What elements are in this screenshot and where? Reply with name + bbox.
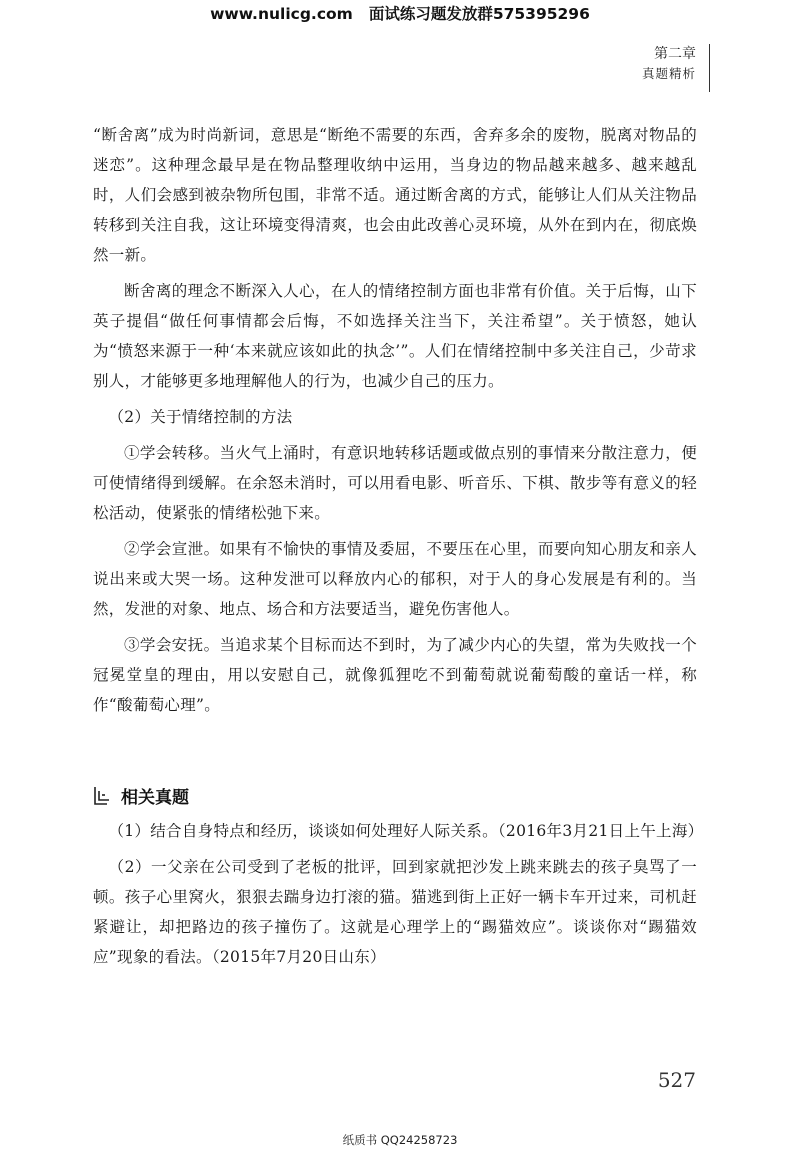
related-questions [93,816,704,978]
watermark-header [0,2,800,24]
paragraph: ③学会安抚。当追求某个目标而达不到时，为了减少内心的失望，常为失败找一个冠冕堂皇的理由，用以安慰自己，就像狐狸吃不到葡萄就说葡萄酸的童话一样，称作“酸葡萄心理”。 [93,636,697,714]
related-section-heading [93,783,189,808]
paragraph: “断舍离”成为时尚新词，意思是“断绝不需要的东西，舍弃多余的废物，脱离对物品的迷恋”。这种理念最早是在物品整理收纳中运用，当身边的物品越来越多、越来越乱时，人们会感到被杂物所包围，非常不适。通过断舍离的方式，能够让人们从关注物品转移到关注自我，这让环境变得清爽，也会由此改善心灵环境，从外在到内在，彻底焕然一新。 [93,126,697,264]
chapter-divider [709,44,710,92]
chapter-label [642,44,696,84]
chapter-subtitle: 真题精析 [641,66,696,81]
chapter-title: 第二章 [654,46,696,62]
page-number: 527 [657,1068,696,1092]
footer-note: 纸质书 QQ24258723 [342,1133,458,1147]
question-item: （2）一父亲在公司受到了老板的批评，回到家就把沙发上跳来跳去的孩子臭骂了一顿。孩子心里窝火，狠狠去踹身边打滚的猫。猫逃到街上正好一辆卡车开过来，司机赶紧避让，却把路边的孩子撞伤了。这就是心理学上的“踢猫效应”。谈谈你对“踢猫效应”现象的看法。（2015年7月20日山东） [93,858,697,966]
paragraph: 断舍离的理念不断深入人心，在人的情绪控制方面也非常有价值。关于后悔，山下英子提倡“做任何事情都会后悔，不如选择关注当下，关注希望”。关于愤怒，她认为“愤怒来源于一种‘本来就应该如此的执念’”。人们在情绪控制中多关注自己，少苛求别人，才能够更多地理解他人的行为，也减少自己的压力。 [93,282,697,390]
paragraph: ①学会转移。当火气上涌时，有意识地转移话题或做点别的事情来分散注意力，便可使情绪得到缓解。在余怒未消时，可以用看电影、听音乐、下棋、散步等有意义的轻松活动，使紧张的情绪松弛下来。 [93,444,697,522]
watermark-group: 面试练习题发放群575395296 [368,5,590,23]
subheading: （2）关于情绪控制的方法 [108,408,293,426]
paragraph: ②学会宣泄。如果有不愉快的事情及委屈，不要压在心里，而要向知心朋友和亲人说出来或大哭一场。这种发泄可以释放内心的郁积，对于人的身心发展是有利的。当然，发泄的对象、地点、场合和方法要适当，避免伤害他人。 [93,540,697,618]
body-text [93,120,697,726]
document-corner-icon [93,786,111,806]
question-item: （1）结合自身特点和经历，谈谈如何处理好人际关系。（2016年3月21日上午上海） [108,822,704,840]
related-heading-text: 相关真题 [121,788,189,808]
watermark-site: www.nulicg.com [210,5,353,23]
